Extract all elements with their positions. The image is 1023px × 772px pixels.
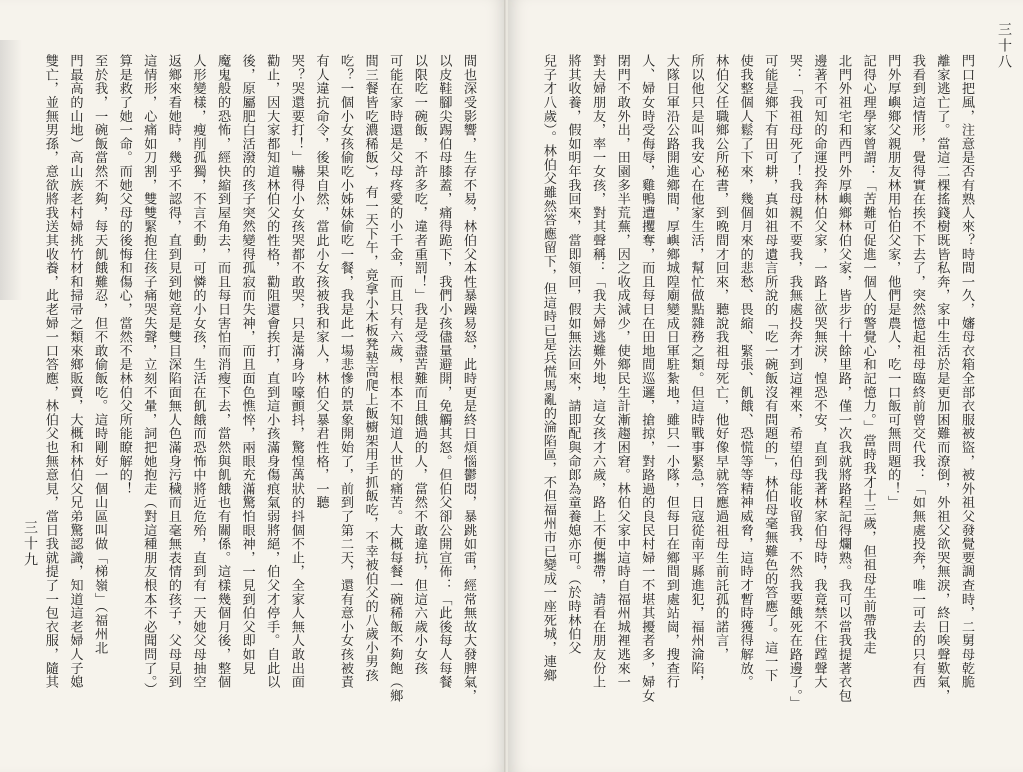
text-column: 間三餐皆吃濃稀飯），有一天下午，竟拿小木板凳墊高爬上飯櫥架用手抓飯吃，不幸被伯父的八歲小男孩	[362, 54, 378, 683]
text-column: 可能在家時還是父母疼愛的小千金，而且只有六歲，根本不知道人世的痛苦。大概每餐一碗稀飯不夠飽（鄉	[387, 54, 403, 703]
text-column: 對夫婦朋友，率一女孩，對其聲稱：「我夫婦逃難外地，這女孩才六歲，路上不便攜帶，請看在朋友份上	[590, 54, 606, 689]
text-column: 以皮鞋腳尖踢伯母膝蓋，痛得跪下，我們小孩儘量避開，免觸其怒。但伯父卻公開宣佈：「此後每人每餐	[436, 54, 452, 689]
text-column: 林伯父任職鄉公所秘書，到晚間才回來，聽說我祖母死亡，他好像早就答應過祖母生前託孤的諾言，	[713, 54, 729, 662]
text-column: 門最高的山地）高山族老村婦挑竹材和掃帚之類來鄉販賣，大概和林伯父兄弟驚認識，知道這老婦人子媳	[67, 54, 83, 689]
text-column: 使我整個人鬆了下來，幾個月來的悲愁、畏縮、緊張、飢餓、恐慌等等精神威脅，這時才暫時獲得解放。	[737, 54, 753, 689]
right-page-number: 三十八	[996, 22, 1012, 70]
page-edge-shadow	[0, 40, 22, 300]
text-column: 勸止，因大家都知道林伯父的性格，勸阻還會挨打，直到這小孩滿身傷痕氣弱將絕，伯父才停手。自此以	[264, 54, 280, 689]
text-column: 後，原屬肥白活潑的孩子突然變得孤寂而失神，而且面色憔悴，兩眼充滿驚怕眼神，一見到伯父即如見	[239, 54, 255, 675]
text-column: 可能是鄉下有田可耕，真如祖母遺言所說的「吃一碗飯沒有問題的」，林伯母毫無難色的答應了。這一下	[762, 54, 778, 683]
text-column: 這情形，心痛如刀割，雙雙緊抱住孩子痛哭失聲，立刻不暈，詞把她抱走（對這種朋友根本不必聞問了。）	[141, 54, 157, 696]
text-column: 人形變樣，瘦削孤獨，不言不動，可憐的小女孩，生活在飢餓而恐怖中將近危殆，直到有一天她父母抽空	[190, 54, 206, 689]
text-column: 記得心理學家曾謂：「苦難可促進一個人的警覺心和記憶力。」當時我才十三歲，但祖母生前帶我走	[860, 54, 876, 655]
text-column: 哭？哭還要打！」嚇得小女孩哭都不敢哭，只是滿身吟嚎顫抖，驚惶萬狀的抖個不止，全家人無人敢出面	[288, 54, 304, 689]
text-column: 將其收養，假如明年我回來，當即領回，假如無法回來，請即配與命郎為童養媳亦可。（於時林伯父	[565, 54, 581, 655]
text-column: 北門外祖宅和西門外厚嶼鄉林伯父家，皆步行十餘里路，僅一次我就將路程記得爛熟。我可以當我提著衣包	[836, 54, 852, 703]
text-column: 門口把風，注意是否有熟人來？時間一久，嬸母衣箱全部衣服被盜，被外祖父發覺要調查時，二舅母乾脆	[959, 54, 974, 689]
text-column: 門外厚嶼鄉父親朋友林用怡伯父家，他們是農人，吃一口飯可無問題的！」	[885, 54, 901, 510]
right-page-body	[540, 54, 978, 724]
text-column: 魔鬼般的恐怖，經快縮到屋角去，而且每日害怕而消瘦下去，當然與飢餓也有關係。這樣幾個月後，整個	[215, 54, 231, 689]
text-column: 至於我，一碗飯當然不夠，每天飢餓難忍，但不敢偷飯吃。這時剛好一個山區叫做「梯嶺」（福州北	[92, 54, 108, 655]
text-column: 吃？一個小女孩偷吃小姊妹偷吃一餐，我是此一場悲慘的景象開始了，前到了第二天，還有意小女孩被責	[338, 54, 354, 689]
text-column: 有人違抗命令，後果自然，當此小女孩被我和家人，林伯父暴君性格，一聽	[313, 54, 329, 510]
left-page-body	[42, 54, 480, 724]
text-column: 算是救了她一命。而她父母的後悔和傷心，當然不是林伯父所能瞭解的！	[116, 54, 132, 496]
text-column: 人、婦女時受侮辱，雞鴨遭攫奪，而且每日在田地間巡邏，搶掠，對路過的良民村婦一不堪其擾者多，婦女	[639, 54, 655, 703]
text-column: 邊著不可知的命運投奔林伯父家，一路上欲哭無淚，惶恐不安，直到我著林家伯母時，我竟禁不住蹚聲大	[811, 54, 827, 689]
text-column: 大隊日軍沿公路開進鄉間，厚嶼鄉城隍廟變成日軍駐紮地，雖只一小隊，但每日在鄉間到處站崗，搜查行	[663, 54, 679, 689]
text-column: 間也深受影響，生存不易，林伯父本性暴躁易怒，此時更是終日煩惱鬱悶，暴跳如雷，經常無故大發脾氣，	[461, 54, 476, 703]
text-column: 以限吃一碗飯，不許多吃，違者重罰！」我是受盡苦難而且餓過的人，當然不敢違抗，但這六歲小女孩	[411, 54, 427, 675]
text-column: 兒子才八歲）。林伯父雖然答應留下，但這時已是兵慌馬亂的淪陷區，不但福州市已變成一座死城，連鄉	[540, 54, 556, 683]
text-column: 離家逃亡了。當這二棵搖錢樹既皆私奔，家中生活於是更加困難而潦倒，外祖父欲哭無淚，終日唉聲歎氣，	[934, 54, 950, 703]
left-page-number: 三十九	[22, 520, 38, 568]
right-page	[508, 0, 1023, 772]
text-column: 閉門不敢外出，田園多半荒蕪，因之收成減少，使鄉民生計漸趨困窘。林伯父家中這時自福州城裡逃來一	[614, 54, 630, 689]
text-column: 返鄉來看她時，幾乎不認得，直到見到她竟是雙目深陷面無人色滿身污穢而且毫無表情的孩子，父母見到	[165, 54, 181, 689]
text-column: 我看到這情形，覺得實在挨不下去了，突然憶起祖母臨終前曾交代我：「如無處投奔，唯一可去的只有西	[909, 54, 925, 689]
text-column: 雙亡，並無男孫，意欲將我送其收養，此老婦一口答應，林伯父也無意見，當日我就提了一包衣服，隨其	[42, 54, 58, 689]
text-column: 所以他只是叫我安心在他家生活，幫忙做點雜務之類。但這時戰事緊急，日寇從南平縣進犯，福州淪陷，	[688, 54, 704, 689]
left-page	[0, 0, 506, 772]
text-column: 哭：「我祖母死了！我母親不要我，我無處投奔才到這裡來，希望伯母能收留我，不然我要餓死在路邊了。」	[786, 54, 802, 710]
